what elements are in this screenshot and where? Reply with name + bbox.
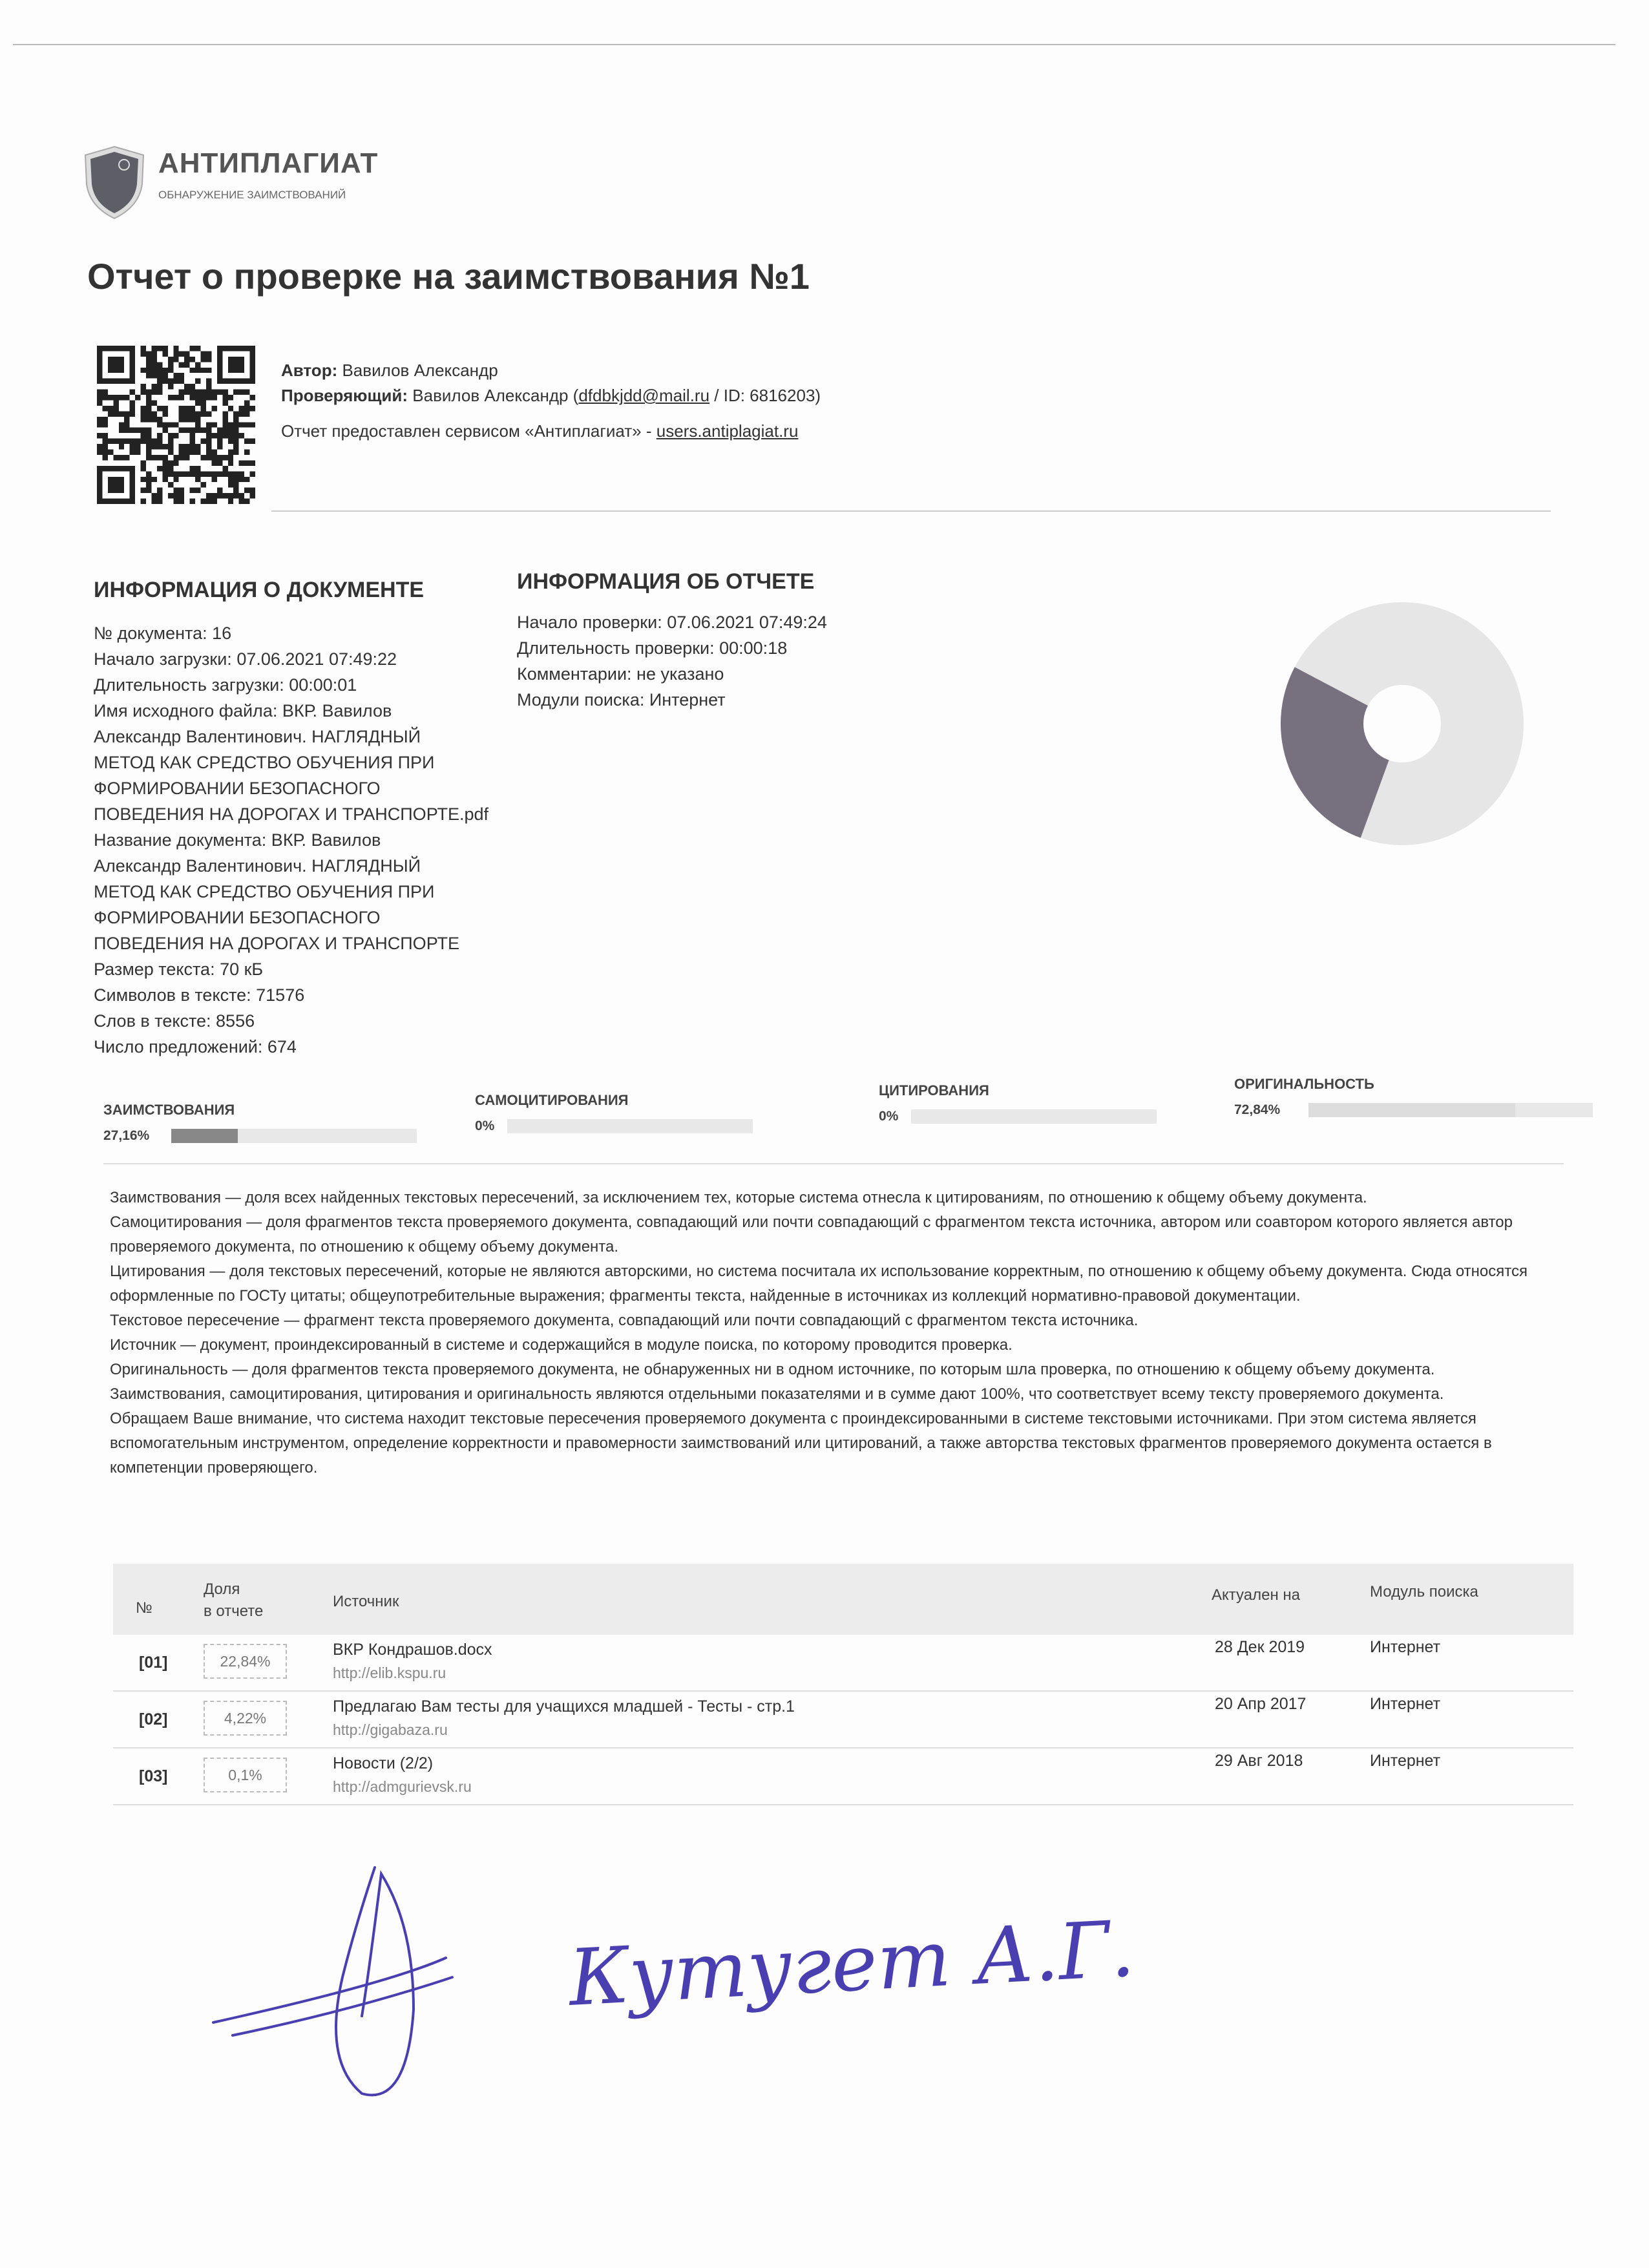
row-date: 28 Дек 2019 [1215, 1638, 1305, 1656]
row-share: 22,84% [204, 1644, 287, 1679]
antiplagiat-shield-logo-icon [84, 145, 145, 220]
stat-bar-fill [171, 1129, 238, 1143]
table-row[interactable] [113, 1692, 1573, 1748]
doc-info-line: Длительность загрузки: 00:00:01 [94, 675, 357, 695]
stat-bar [1308, 1103, 1593, 1117]
row-module: Интернет [1370, 1752, 1441, 1770]
sources-table [113, 1564, 1573, 1805]
provided-text: Отчет предоставлен сервисом «Антиплагиат» - [281, 421, 656, 441]
definition-paragraph: Оригинальность — доля фрагментов текста проверяемого документа, не обнаруженных ни в одном источнике, по которым шла проверка, по отношению к общему объему документа. [110, 1361, 1435, 1378]
author-value: Вавилов Александр [342, 361, 498, 380]
col-share: Доля [204, 1580, 240, 1598]
definition-paragraph: Текстовое пересечение — фрагмент текста проверяемого документа, совпадающий или почти совпадающий с фрагментом текста источника. [110, 1312, 1139, 1329]
row-date: 29 Авг 2018 [1215, 1752, 1303, 1770]
stat-label: ОРИГИНАЛЬНОСТЬ [1234, 1076, 1374, 1092]
stat-value: 0% [879, 1109, 899, 1124]
report-info-heading: ИНФОРМАЦИЯ ОБ ОТЧЕТЕ [517, 569, 815, 594]
author-line [281, 361, 498, 380]
row-date: 20 Апр 2017 [1215, 1695, 1307, 1713]
doc-info-line: Число предложений: 674 [94, 1037, 297, 1056]
definition-paragraph: Заимствования — доля всех найденных текстовых пересечений, за исключением тех, которые система отнесла к цитированиям, по отношению к общему объему документа. [110, 1189, 1367, 1206]
row-source-title[interactable]: ВКР Кондрашов.docx [333, 1641, 492, 1659]
logo-tagline: ОБНАРУЖЕНИЕ ЗАИМСТВОВАНИЙ [158, 189, 346, 201]
divider [271, 510, 1551, 512]
doc-info-list [94, 620, 494, 1060]
doc-info-line: Символов в тексте: 71576 [94, 985, 305, 1005]
checker-value: Вавилов Александр ( [412, 386, 579, 405]
stat-label: ЗАИМСТВОВАНИЯ [103, 1102, 235, 1118]
row-source-url[interactable]: http://admgurievsk.ru [333, 1778, 472, 1795]
definition-paragraph: Заимствования, самоцитирования, цитирования и оригинальность являются отдельными показателями и в сумме дают 100%, что соответствует всему тексту проверяемого документа. [110, 1385, 1444, 1403]
row-num: [01] [139, 1654, 168, 1672]
provided-line [281, 421, 798, 441]
author-label: Автор: [281, 361, 338, 380]
doc-info-line: Александр Валентинович. НАГЛЯДНЫЙ [94, 856, 421, 876]
stat-value: 27,16% [103, 1128, 150, 1143]
table-row[interactable] [113, 1748, 1573, 1805]
doc-info-line: Александр Валентинович. НАГЛЯДНЫЙ [94, 727, 421, 746]
row-source-url[interactable]: http://elib.kspu.ru [333, 1664, 446, 1681]
row-source-url[interactable]: http://gigabaza.ru [333, 1721, 448, 1738]
doc-info-line: Слов в тексте: 8556 [94, 1011, 255, 1031]
row-share: 0,1% [204, 1758, 287, 1792]
col-date: Актуален на [1212, 1586, 1300, 1604]
stat-label: САМОЦИТИРОВАНИЯ [475, 1092, 629, 1108]
row-module: Интернет [1370, 1695, 1441, 1713]
definition-paragraph: Самоцитирования — доля фрагментов текста проверяемого документа, совпадающий или почти совпадающий с фрагментом текста источника, автором или соавтором которого является автор проверяемого документа, по отношению к общему объему документа. [110, 1213, 1513, 1255]
report-info-line: Начало проверки: 07.06.2021 07:49:24 [517, 613, 827, 632]
doc-info-line: Начало загрузки: 07.06.2021 07:49:22 [94, 649, 397, 669]
table-row[interactable] [113, 1635, 1573, 1692]
checker-id: / ID: 6816203) [709, 386, 821, 405]
doc-info-line: ФОРМИРОВАНИИ БЕЗОПАСНОГО [94, 908, 381, 927]
stat-bar-fill [1308, 1103, 1515, 1117]
handwritten-signature-mark [194, 1848, 530, 2145]
stat-bar [507, 1119, 753, 1133]
col-share-2: в отчете [204, 1602, 264, 1620]
definitions [110, 1186, 1551, 1480]
doc-info-line: Имя исходного файла: ВКР. Вавилов [94, 701, 392, 720]
definition-paragraph: Источник — документ, проиндексированный в системе и содержащийся в модуле поиска, по которому проводится проверка. [110, 1336, 1013, 1354]
stat-bar [911, 1109, 1157, 1124]
report-info-line: Комментарии: не указано [517, 664, 724, 684]
doc-info-line: № документа: 16 [94, 624, 232, 643]
stat-label: ЦИТИРОВАНИЯ [879, 1082, 989, 1098]
row-num: [02] [139, 1710, 168, 1728]
row-module: Интернет [1370, 1638, 1441, 1656]
pie-hole [1363, 685, 1441, 762]
doc-info-line: МЕТОД КАК СРЕДСТВО ОБУЧЕНИЯ ПРИ [94, 882, 435, 901]
table-header [113, 1564, 1573, 1635]
stat-value: 0% [475, 1118, 495, 1133]
col-num: № [136, 1599, 152, 1617]
report-info-line: Модули поиска: Интернет [517, 690, 726, 709]
col-module: Модуль поиска [1370, 1583, 1478, 1601]
row-source-title[interactable]: Предлагаю Вам тесты для учащихся младшей - Тесты - стр.1 [333, 1697, 795, 1716]
checker-email-link[interactable]: dfdbkjdd@mail.ru [578, 386, 710, 405]
doc-info-line: Размер текста: 70 кБ [94, 960, 264, 979]
report-info-list [517, 609, 969, 713]
report-info-line: Длительность проверки: 00:00:18 [517, 638, 788, 658]
logo-name: АНТИПЛАГИАТ [158, 147, 379, 179]
doc-info-line: Название документа: ВКР. Вавилов [94, 830, 381, 850]
handwritten-signature-name: Кутугет А.Г. [566, 1904, 1137, 2024]
scan-edge-line [13, 44, 1615, 45]
originality-pie-chart [1276, 598, 1528, 850]
row-source-title[interactable]: Новости (2/2) [333, 1754, 434, 1772]
stat-value: 72,84% [1234, 1102, 1281, 1117]
divider [103, 1163, 1564, 1164]
row-num: [03] [139, 1767, 168, 1785]
doc-info-line: ПОВЕДЕНИЯ НА ДОРОГАХ И ТРАНСПОРТЕ [94, 934, 459, 953]
row-share: 4,22% [204, 1701, 287, 1736]
page-title: Отчет о проверке на заимствования №1 [87, 256, 810, 297]
doc-info-line: МЕТОД КАК СРЕДСТВО ОБУЧЕНИЯ ПРИ [94, 753, 435, 772]
qr-code[interactable] [97, 346, 255, 504]
definition-paragraph: Цитирования — доля текстовых пересечений, которые не являются авторскими, но система посчитала их использование корректным, по отношению к общему объему документа. Сюда относятся оформленные по ГОСТу цитаты; общеупотребительные выражения; фрагменты текста, найденные в источниках из коллекций нормативно-правовой документации. [110, 1263, 1528, 1305]
doc-info-line: ФОРМИРОВАНИИ БЕЗОПАСНОГО [94, 779, 381, 798]
definition-paragraph: Обращаем Ваше внимание, что система находит текстовые пересечения проверяемого документа с проиндексированными в системе текстовыми источниками. При этом система является вспомогательным инструментом, определение корректности и правомерности заимствований или цитирований, а также авторства текстовых фрагментов проверяемого документа остается в компетенции проверяющего. [110, 1410, 1492, 1476]
stat-bar [171, 1129, 417, 1143]
service-link[interactable]: users.antiplagiat.ru [656, 421, 799, 441]
col-source: Источник [333, 1593, 399, 1610]
checker-line [281, 386, 821, 405]
doc-info-heading: ИНФОРМАЦИЯ О ДОКУМЕНТЕ [94, 578, 425, 602]
checker-label: Проверяющий: [281, 386, 408, 405]
doc-info-line: ПОВЕДЕНИЯ НА ДОРОГАХ И ТРАНСПОРТЕ.pdf [94, 804, 489, 824]
